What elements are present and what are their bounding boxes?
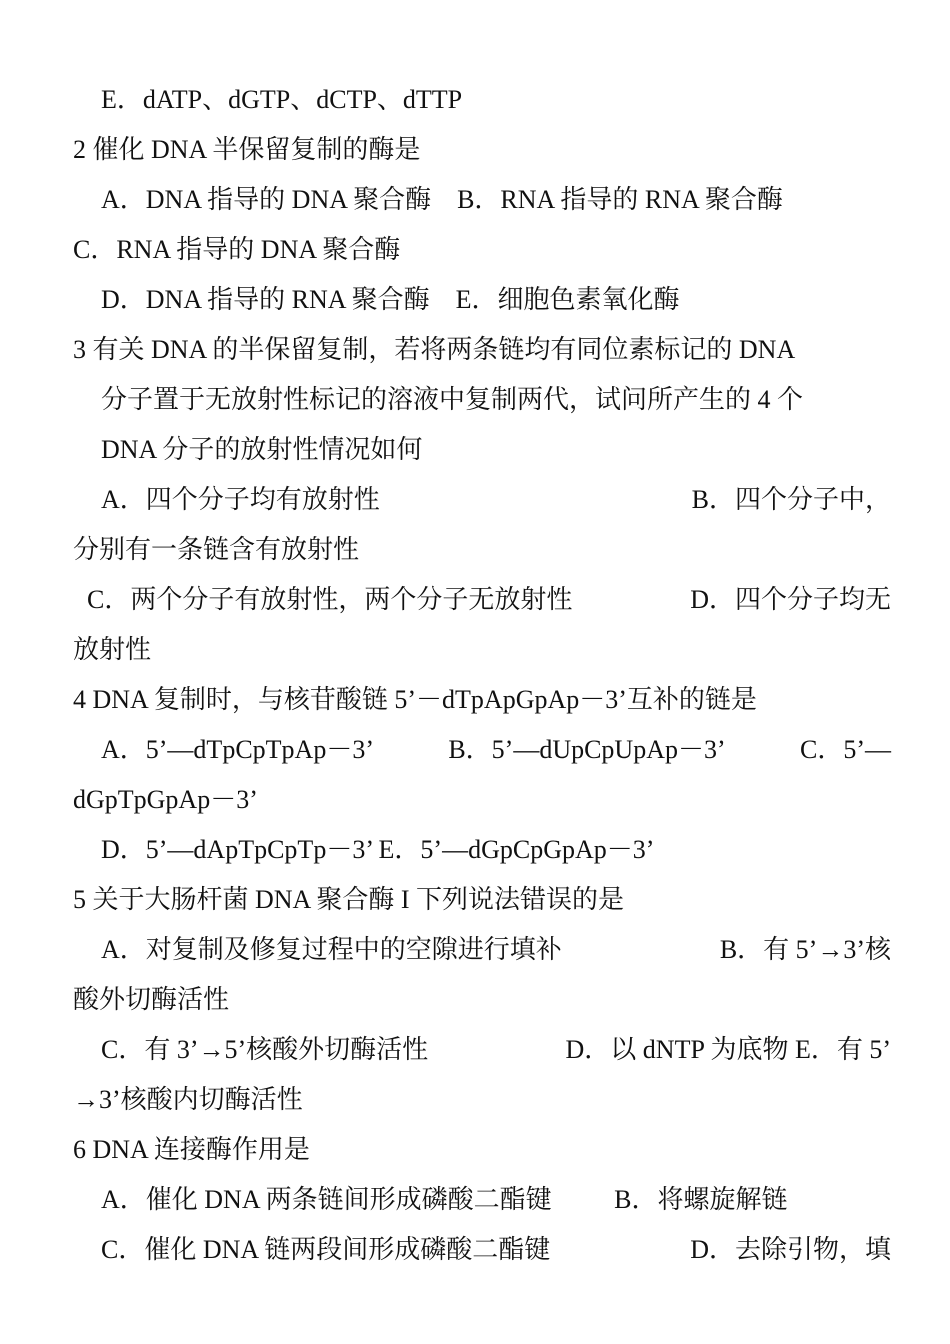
text-line: dGpTpGpAp－3’ bbox=[73, 785, 258, 814]
q6-stem bbox=[73, 1130, 891, 1170]
text-line: 5 关于大肠杆菌 DNA 聚合酶 I 下列说法错误的是 bbox=[73, 885, 625, 914]
q4-options-abc bbox=[101, 730, 891, 770]
q5-option-c: C．有 3’→5’核酸外切酶活性 bbox=[101, 1035, 429, 1064]
text-line: 2 催化 DNA 半保留复制的酶是 bbox=[73, 135, 421, 164]
q3-option-d-cont bbox=[73, 630, 891, 670]
text-line: 酸外切酶活性 bbox=[73, 985, 230, 1014]
q2-options-de bbox=[101, 280, 891, 320]
q6-options-cd bbox=[101, 1230, 891, 1270]
q5-option-b-cont bbox=[73, 980, 891, 1020]
text-line: →3’核酸内切酶活性 bbox=[73, 1085, 303, 1114]
q1-option-e bbox=[101, 80, 891, 120]
q6-option-a: A．催化 DNA 两条链间形成磷酸二酯键 bbox=[101, 1185, 552, 1214]
q3-options-ab bbox=[101, 480, 891, 520]
text-line: 6 DNA 连接酶作用是 bbox=[73, 1135, 310, 1164]
q6-option-d: D．去除引物，填 bbox=[690, 1235, 891, 1264]
q4-options-de bbox=[101, 830, 891, 870]
q5-option-b: B．有 5’→3’核 bbox=[719, 935, 891, 964]
q3-option-b-cont bbox=[73, 530, 891, 570]
text-line: C．RNA 指导的 DNA 聚合酶 bbox=[73, 235, 401, 264]
q5-options-cde bbox=[101, 1030, 891, 1070]
q4-option-c: C．5’— bbox=[799, 735, 891, 764]
text-line: 分子置于无放射性标记的溶液中复制两代，试问所产生的 4 个 bbox=[101, 385, 804, 414]
text-line: A．DNA 指导的 DNA 聚合酶 B．RNA 指导的 RNA 聚合酶 bbox=[101, 185, 783, 214]
q4-option-b: B．5’—dUpCpUpAp－3’ bbox=[448, 735, 726, 764]
q3-options-cd bbox=[87, 580, 891, 620]
text-line: D．5’—dApTpCpTp－3’ E．5’—dGpCpGpAp－3’ bbox=[101, 835, 655, 864]
text-line: DNA 分子的放射性情况如何 bbox=[101, 435, 423, 464]
q3-option-c: C．两个分子有放射性，两个分子无放射性 bbox=[87, 585, 573, 614]
q6-option-c: C．催化 DNA 链两段间形成磷酸二酯键 bbox=[101, 1235, 551, 1264]
q3-stem-line1 bbox=[73, 330, 891, 370]
q3-option-b: B．四个分子中， bbox=[691, 485, 891, 514]
q5-option-a: A．对复制及修复过程中的空隙进行填补 bbox=[101, 935, 562, 964]
q5-option-de: D．以 dNTP 为底物 E．有 5’ bbox=[565, 1035, 891, 1064]
q5-option-e-cont bbox=[73, 1080, 891, 1120]
q5-stem bbox=[73, 880, 891, 920]
text-line: 放射性 bbox=[73, 635, 152, 664]
text-line: 3 有关 DNA 的半保留复制，若将两条链均有同位素标记的 DNA bbox=[73, 335, 796, 364]
text-line: E．dATP、dGTP、dCTP、dTTP bbox=[101, 85, 463, 114]
q4-option-c-cont bbox=[73, 780, 891, 820]
q4-option-a: A．5’—dTpCpTpAp－3’ bbox=[101, 735, 374, 764]
q3-stem-line2 bbox=[101, 380, 891, 420]
q3-option-d: D．四个分子均无 bbox=[690, 585, 891, 614]
text-line: 4 DNA 复制时，与核苷酸链 5’－dTpApGpAp－3’互补的链是 bbox=[73, 685, 757, 714]
q2-options-ab bbox=[101, 180, 891, 220]
q4-stem bbox=[73, 680, 891, 720]
q5-options-ab bbox=[101, 930, 891, 970]
q6-option-b: B．将螺旋解链 bbox=[614, 1185, 788, 1214]
q3-stem-line3 bbox=[101, 430, 891, 470]
q2-stem bbox=[73, 130, 891, 170]
q2-option-c bbox=[73, 230, 891, 270]
q3-option-a: A．四个分子均有放射性 bbox=[101, 485, 380, 514]
text-line: 分别有一条链含有放射性 bbox=[73, 535, 360, 564]
q6-options-ab bbox=[101, 1180, 891, 1220]
text-line: D．DNA 指导的 RNA 聚合酶 E．细胞色素氧化酶 bbox=[101, 285, 680, 314]
